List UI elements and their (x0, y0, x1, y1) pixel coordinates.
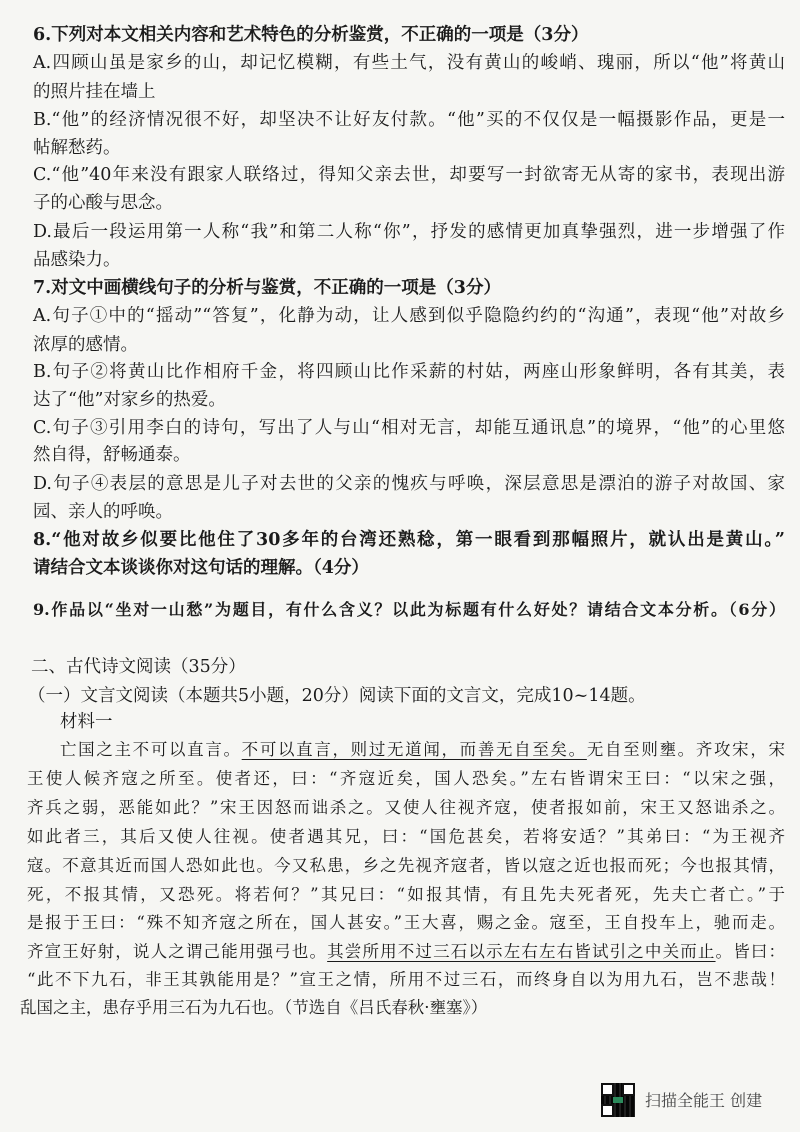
passage-line: 乱国之主，患存乎用三石为九石也。（节选自《吕氏春秋·壅塞》） (20, 998, 488, 1017)
underlined-sentence: 其尝所用不过三石以示左右左右皆试引之中关而止 (327, 942, 716, 961)
option-c: C.句子③引用李白的诗句，写出了人与山“相对无言，却能互通讯息”的境界，“他”的心里悠 (33, 418, 785, 438)
underlined-sentence: 不可以直言，则过无道闻，而善无自至矣。 (241, 740, 587, 759)
option-a: A.四顾山虽是家乡的山，却记忆模糊，有些土气，没有黄山的峻峭、瑰丽，所以“他”将黄山 (33, 53, 785, 73)
passage-line: 王使人候齐寇之所至。使者还，曰：“齐寇近矣，国人恐矣。”左右皆谓宋王曰：“以宋之强， (27, 769, 785, 788)
question-stem: 6.下列对本文相关内容和艺术特色的分析鉴赏，不正确的一项是（3分） (33, 25, 589, 45)
passage-line: 寇。不意其近而国人恐如此也。今又私患，乡之先视齐寇者，皆以寇之近也报而死；今也报其情， (27, 856, 785, 875)
question-stem: 8.“他对故乡似要比他住了30多年的台湾还熟稔，第一眼看到那幅照片，就认出是黄山。” (33, 530, 785, 550)
passage-text: 。皆曰： (715, 942, 786, 961)
option-d-cont: 园、亲人的呼唤。 (33, 502, 173, 522)
passage-line (27, 938, 785, 966)
passage-line: 死，不报其情，又恐死。将若何？”其兄曰：“如报其情，有且先夫死者死，先夫亡者亡。”于 (27, 885, 785, 904)
passage-text: 齐宣王好射，说人之谓己能用强弓也。 (27, 942, 328, 961)
option-a: A.句子①中的“摇动”“答复”，化静为动，让人感到似乎隐隐约约的“沟通”，表现“他”对故乡 (33, 306, 785, 326)
option-b-cont: 达了“他”对家乡的热爱。 (33, 390, 226, 410)
section-subtitle: （一）文言文阅读（本题共5小题，20分）阅读下面的文言文，完成10~14题。 (28, 686, 646, 706)
passage-text: 亡国之主不可以直言。 (60, 740, 242, 759)
option-b-cont: 帖解愁药。 (33, 138, 121, 158)
question-stem: 7.对文中画横线句子的分析与鉴赏，不正确的一项是（3分） (33, 278, 501, 298)
passage-text: 无自至则壅。齐攻宋，宋 (586, 740, 786, 759)
passage-line: 齐兵之弱，恶能如此？”宋王因怒而诎杀之。又使人往视齐寇，使者报如前，宋王又怒诎杀之。 (27, 798, 785, 817)
option-d: D.句子④表层的意思是儿子对去世的父亲的愧疚与呼唤，深层意思是漂泊的游子对故国、家 (33, 474, 785, 494)
option-b: B.“他”的经济情况很不好，却坚决不让好友付款。“他”买的不仅仅是一幅摄影作品，更是一 (33, 110, 785, 130)
section-title: 二、古代诗文阅读（35分） (31, 657, 246, 677)
option-d-cont: 品感染力。 (33, 250, 121, 270)
passage-line: “此不下九石，非王其孰能用是？”宣王之情，所用不过三石，而终身自以为用九石，岂不悲哉！ (27, 970, 785, 989)
material-label: 材料一 (60, 712, 113, 732)
option-c-cont: 然自得，舒畅通泰。 (33, 445, 191, 465)
passage-line: 如此者三，其后又使人往视。使者遇其兄，曰：“国危甚矣，若将安适？”其弟曰：“为王视齐 (27, 827, 785, 846)
option-d: D.最后一段运用第一人称“我”和第二人称“你”，抒发的感情更加真挚强烈，进一步增强了作 (33, 222, 785, 242)
qr-code-icon (601, 1083, 635, 1117)
option-c: C.“他”40年来没有跟家人联络过，得知父亲去世，却要写一封欲寄无从寄的家书，表现出游 (33, 165, 785, 185)
scanner-watermark: 扫描全能王 创建 (645, 1091, 763, 1110)
option-b: B.句子②将黄山比作相府千金，将四顾山比作采薪的村姑，两座山形象鲜明，各有其美，表 (33, 362, 785, 382)
passage-line (60, 736, 785, 764)
passage-line: 是报于王曰：“殊不知齐寇之所在，国人甚安。”王大喜，赐之金。寇至，王自投车上，驰而走。 (27, 913, 785, 932)
question-stem-cont: 请结合文本谈谈你对这句话的理解。（4分） (33, 558, 369, 578)
option-a-cont: 的照片挂在墙上 (33, 82, 156, 102)
option-c-cont: 子的心酸与思念。 (33, 193, 173, 213)
option-a-cont: 浓厚的感情。 (33, 335, 138, 355)
question-9: 9.作品以“坐对一山愁”为题目，有什么含义？以此为标题有什么好处？请结合文本分析。（6分） (33, 600, 785, 619)
